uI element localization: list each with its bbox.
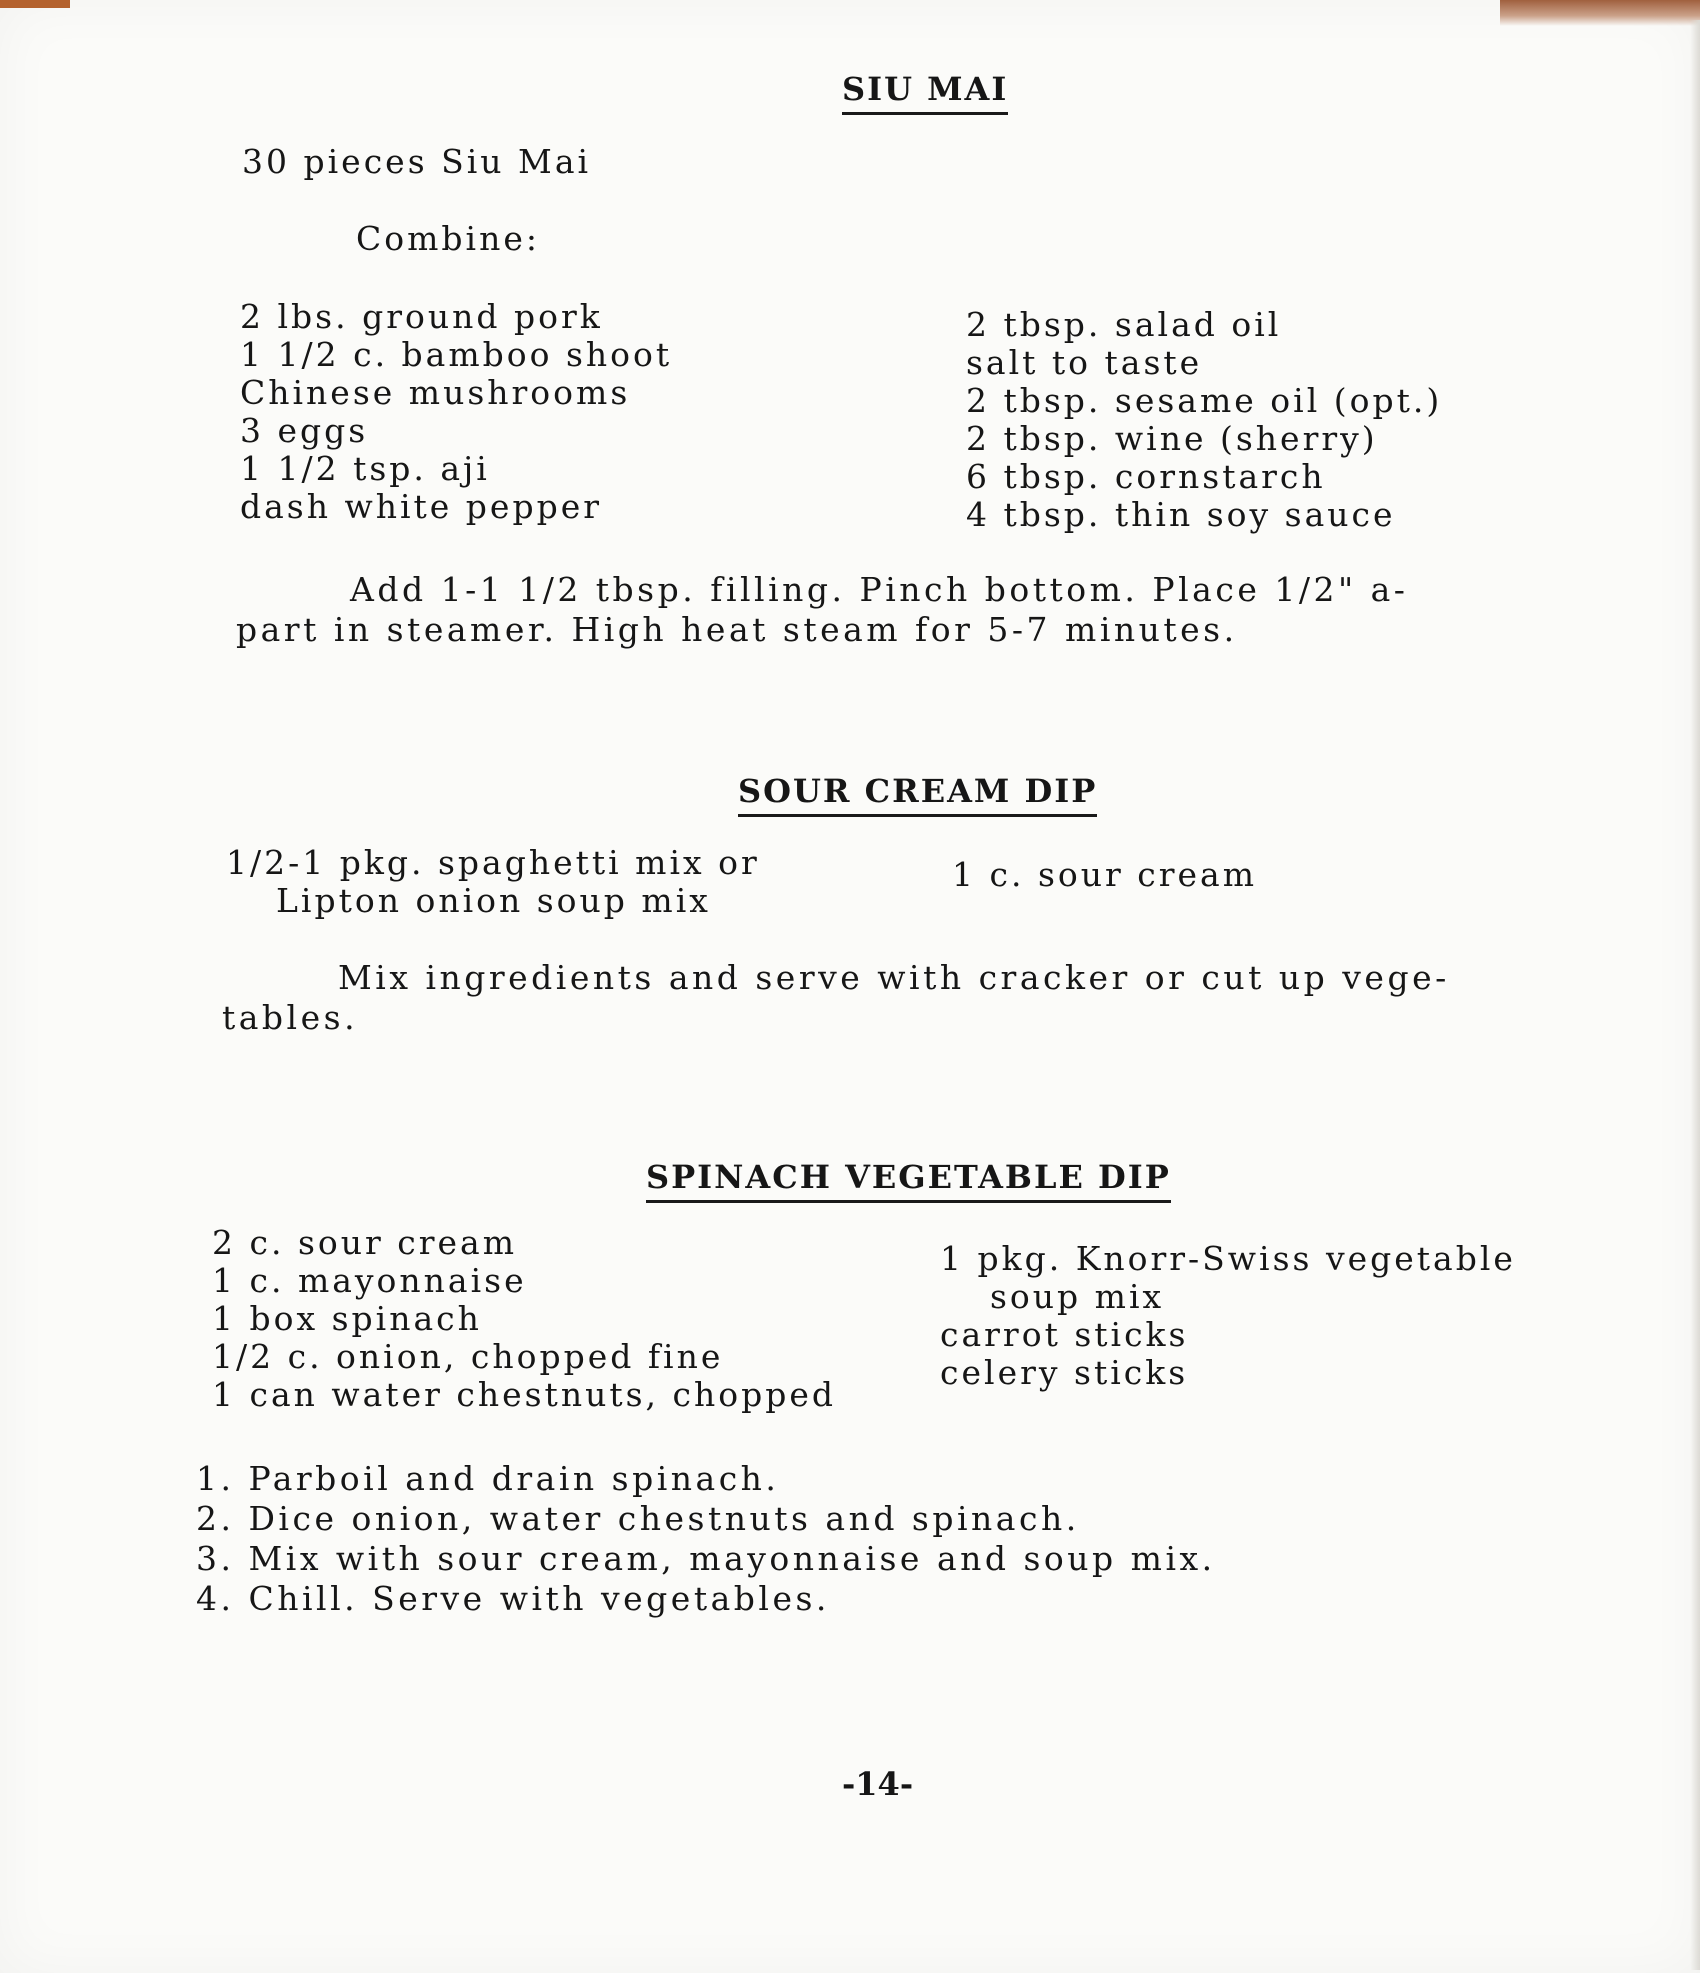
directions-line: Mix ingredients and serve with cracker or cut up vege- (338, 958, 1450, 997)
page-edge-decoration (0, 0, 70, 8)
ingredient-item: 1 c. mayonnaise (212, 1261, 527, 1300)
ingredient-item: 2 tbsp. wine (sherry) (966, 419, 1378, 458)
ingredient-item: 1 box spinach (212, 1299, 482, 1338)
ingredient-list-right (966, 306, 1442, 534)
directions-line: tables. (222, 998, 359, 1037)
ingredient-item: 1/2 c. onion, chopped fine (212, 1337, 724, 1376)
recipe-steps (196, 1460, 1216, 1620)
ingredient-item: dash white pepper (240, 487, 603, 526)
ingredient-item: 4 tbsp. thin soy sauce (966, 495, 1396, 534)
recipe-title-spinach-vegetable-dip: SPINACH VEGETABLE DIP (646, 1158, 1171, 1203)
step-item: 2. Dice onion, water chestnuts and spinach. (196, 1499, 1080, 1538)
ingredient-item: 1 c. sour cream (952, 855, 1258, 894)
step-item: 4. Chill. Serve with vegetables. (196, 1579, 830, 1618)
recipe-yield: 30 pieces Siu Mai (242, 142, 592, 181)
ingredient-item: 2 lbs. ground pork (240, 297, 603, 336)
ingredient-item: 1 pkg. Knorr-Swiss vegetable (940, 1239, 1516, 1278)
recipe-title-siu-mai: SIU MAI (842, 70, 1008, 115)
instruction-label: Combine: (356, 219, 540, 258)
ingredient-item: 2 tbsp. salad oil (966, 305, 1282, 344)
ingredient-item: salt to taste (966, 343, 1203, 382)
ingredient-item: 1 1/2 tsp. aji (240, 449, 490, 488)
page-edge-decoration (1690, 20, 1700, 1970)
ingredient-item: Lipton onion soup mix (276, 881, 711, 920)
ingredient-list-right (940, 1240, 1516, 1392)
ingredient-item: 1 can water chestnuts, chopped (212, 1375, 837, 1414)
ingredient-item: 6 tbsp. cornstarch (966, 457, 1326, 496)
ingredient-item: celery sticks (940, 1353, 1189, 1392)
step-item: 3. Mix with sour cream, mayonnaise and soup mix. (196, 1539, 1216, 1578)
ingredient-item: 2 tbsp. sesame oil (opt.) (966, 381, 1443, 420)
ingredient-list-left (240, 298, 672, 526)
ingredient-item: 3 eggs (240, 411, 369, 450)
recipe-directions (222, 958, 1450, 1038)
recipe-directions (236, 570, 1408, 650)
ingredient-item: 1 1/2 c. bamboo shoot (240, 335, 673, 374)
ingredient-item: Chinese mushrooms (240, 373, 631, 412)
ingredient-item: soup mix (990, 1277, 1165, 1316)
recipe-title-sour-cream-dip: SOUR CREAM DIP (738, 772, 1097, 817)
ingredient-item: 2 c. sour cream (212, 1223, 518, 1262)
ingredient-item: 1/2-1 pkg. spaghetti mix or (226, 843, 760, 882)
directions-line: part in steamer. High heat steam for 5-7 minutes. (236, 610, 1238, 649)
page-number: -14- (842, 1765, 914, 1803)
page-edge-decoration (1500, 0, 1700, 26)
directions-line: Add 1-1 1/2 tbsp. filling. Pinch bottom. Place 1/2" a- (350, 570, 1409, 609)
ingredient-item: carrot sticks (940, 1315, 1189, 1354)
ingredient-list-left (212, 1224, 836, 1414)
step-item: 1. Parboil and drain spinach. (196, 1459, 780, 1498)
